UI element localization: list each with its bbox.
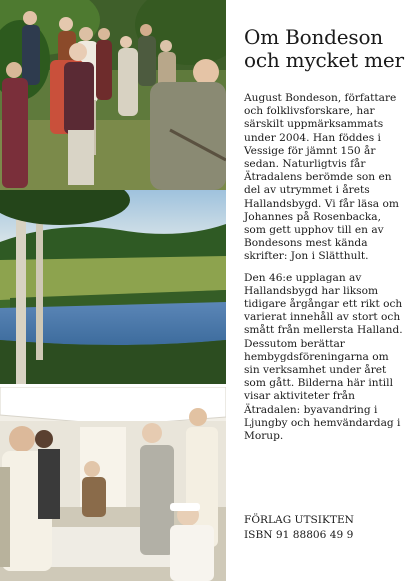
photo-village-walk-image	[0, 0, 226, 190]
description-text	[244, 92, 406, 443]
isbn-number: ISBN 91 88806 49 9	[244, 529, 354, 541]
paragraph-hallandsbygd: Den 46:e upplagan av Hallandsbygd har liksom tidigare årgångar ett rikt och varierat innehåll av stort och smått från mellersta Halland. Dessutom berättar hembygdsföreningarna om sin verksamhet under året som gått. Bilderna här intill visar aktiviteter från Ätradalen: byavandring i Ljungby och hemvändardag i Morup.	[244, 271, 403, 443]
publisher-block	[244, 513, 354, 543]
cover-title-line-1: Om Bondeson	[244, 25, 383, 49]
photo-homecoming-day-image	[0, 387, 226, 581]
cover-title	[244, 26, 406, 72]
description-panel	[232, 0, 406, 581]
photo-river-valley	[0, 190, 226, 384]
photo-river-valley-image	[0, 190, 226, 384]
photo-village-walk	[0, 0, 226, 190]
paragraph-bondeson: August Bondeson, författare och folklivsforskare, har särskilt uppmärksammats under 2004. Han föddes i Vessige för jämnt 150 år sedan. Naturligtvis får Ätradalens berömde son en del av utrymmet i årets Hallandsbygd. Vi får läsa om Johannes på Rosenbacka, som gett upphov till en av Bondesons mest kända skrifter: Jon i Slätthult.	[244, 92, 399, 263]
publisher-name: FÖRLAG UTSIKTEN	[244, 514, 354, 526]
cover-title-line-2: och mycket mer	[244, 48, 404, 72]
photo-homecoming-day	[0, 387, 226, 581]
